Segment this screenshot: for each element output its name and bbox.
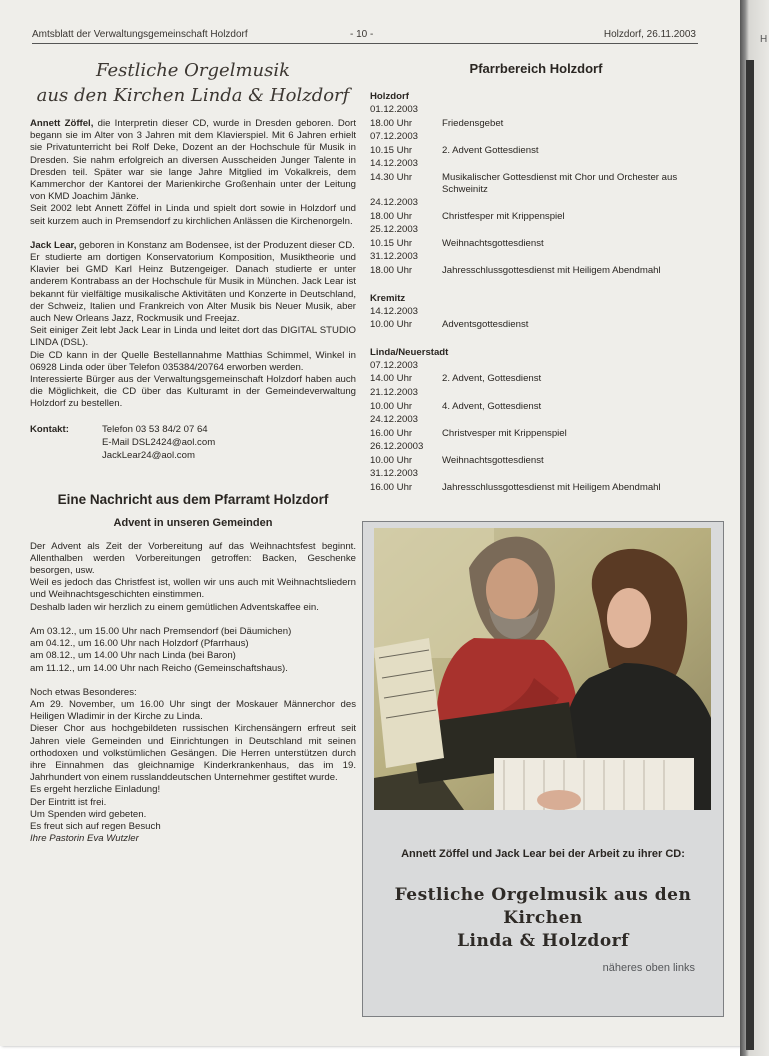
special-invitation: Es ergeht herzliche Einladung! [30, 784, 161, 796]
schedule-row [370, 103, 702, 117]
photo-caption: Annett Zöffel und Jack Lear bei der Arbeit zu ihrer CD: [401, 848, 685, 860]
schedule-row [370, 359, 702, 373]
right-column [370, 58, 702, 495]
schedule-event: Jahresschlussgottesdienst mit Heiligem Abendmahl [442, 264, 661, 276]
schedule-row [370, 171, 702, 196]
contact-phone: Telefon 03 53 84/2 07 64 [102, 423, 208, 435]
more-info-note: näheres oben links [602, 962, 695, 974]
schedule-time: 18.00 Uhr [370, 264, 413, 276]
schedule-title: Pfarrbereich Holzdorf [469, 61, 603, 76]
schedule-time: 14.00 Uhr [370, 373, 413, 385]
schedule-time: 31.12.2003 [370, 468, 419, 480]
contact-block [30, 423, 356, 462]
schedule-time: 21.12.2003 [370, 386, 419, 398]
header-publication: Amtsblatt der Verwaltungsgemeinschaft Holzdorf [32, 29, 248, 40]
schedule-row [370, 413, 702, 427]
paragraph-jack-studies: Er studierte am dortigen Konservatorium Komposition, Musiktheorie und Klavier bei GMD Karl Heinz Butzengeiger. Danach studierte er unter anderem Kontrabass an der Hochschule für Musik in München. Jack Lear ist bekannt für vielfältige musikalische Aktivitäten und Konzerte in Deutschland, der Schweiz, Italien und Frankreich von Alter Musik bis Neuer Musik, aber auch New Orleans Jazz, Rockmusik und Freejaz. [30, 252, 356, 325]
special-closing: Es freut sich auf regen Besuch [30, 820, 161, 832]
schedule-event: 2. Advent, Gottesdienst [442, 373, 542, 385]
advent-paragraph-3: Deshalb laden wir herzlich zu einem gemütlichen Adventskaffee ein. [30, 601, 319, 613]
schedule-row [370, 318, 702, 332]
cd-title-blackletter [373, 884, 713, 953]
schedule-row [370, 427, 702, 441]
schedule-event [442, 413, 700, 414]
schedule-row [370, 250, 702, 264]
cd-title-line2: Linda & Holzdorf [457, 931, 629, 951]
paragraph-jack [30, 240, 356, 252]
name-jack: Jack Lear, [30, 239, 77, 251]
schedule-time: 10.00 Uhr [370, 454, 413, 466]
article-title-line2: aus den Kirchen Linda & Holzdorf [36, 85, 350, 106]
schedule-event [442, 196, 700, 197]
contact-email-2[interactable]: JackLear24@aol.com [102, 449, 195, 461]
schedule-row [370, 210, 702, 224]
schedule-location: Kremitz [370, 292, 406, 304]
schedule-event [442, 223, 700, 224]
schedule-event [442, 359, 700, 360]
contact-email-1[interactable]: E-Mail DSL2424@aol.com [102, 436, 216, 448]
schedule-row [370, 237, 702, 251]
schedule-row [370, 481, 702, 495]
schedule-event: Weihnachtsgottesdienst [442, 454, 544, 466]
schedule-event [442, 305, 700, 306]
schedule-time: 14.30 Uhr [370, 171, 413, 183]
schedule-time: 18.00 Uhr [370, 210, 413, 222]
schedule-time: 31.12.2003 [370, 251, 419, 263]
advent-date-4: am 11.12., um 14.00 Uhr nach Reicho (Gemeinschaftshaus). [30, 662, 288, 674]
schedule-row [370, 386, 702, 400]
schedule-event [442, 157, 700, 158]
schedule-row [370, 157, 702, 171]
schedule-event [442, 386, 700, 387]
special-donations: Um Spenden wird gebeten. [30, 808, 147, 820]
next-page-bar [746, 60, 754, 1050]
advent-paragraph-1: Der Advent als Zeit der Vorbereitung auf das Weihnachtsfest beginnt. Allenthalben werden Vorbereitungen getroffen: Backen, Geschenke besorgen, usw. [30, 540, 356, 577]
schedule-event: Christfesper mit Krippenspiel [442, 210, 565, 222]
page-header [32, 29, 698, 44]
schedule-row [370, 117, 702, 131]
advent-date-3: am 08.12., um 14.00 Uhr nach Linda (bei Baron) [30, 650, 236, 662]
schedule-event [442, 250, 700, 251]
paragraph-jack-studio: Seit einiger Zeit lebt Jack Lear in Linda und leitet dort das DIGITAL STUDIO LINDA (DSL). [30, 325, 356, 349]
schedule-time: 18.00 Uhr [370, 117, 413, 129]
schedule-location: Linda/Neuerstadt [370, 346, 449, 358]
schedule-time: 25.12.2003 [370, 224, 419, 236]
schedule-event: 2. Advent Gottesdienst [442, 144, 539, 156]
paragraph-jack-text: geboren in Konstanz am Bodensee, ist der Produzent dieser CD. [76, 239, 355, 251]
section-title-pfarramt: Eine Nachricht aus dem Pfarramt Holzdorf [57, 491, 329, 507]
schedule-time: 01.12.2003 [370, 104, 419, 115]
schedule-time: 16.00 Uhr [370, 427, 413, 439]
next-page-edge [740, 0, 769, 1056]
schedule-event [442, 130, 700, 131]
schedule-time: 10.15 Uhr [370, 144, 413, 156]
name-annett: Annett Zöffel, [30, 118, 94, 129]
schedule-event [442, 467, 700, 468]
paragraph-annett-text: die Interpretin dieser CD, wurde in Dresden geboren. Dort begann sie im Alter von 3 Jahren mit dem Klavierspiel. Mit 6 Jahren erhielt sie Privatunterricht bei Rolf Deke, Dozent an der Hochschule für Musik in Dresden. Sie nahm erfolgreich an diversen Ausscheiden Junger Talente in Dresden teil. Später war sie lange Jahre Mitglied im Vokalkreis, dem Kammerchor der Kantorei der Marienkirche Großenhain unter der Leitung von KMD Joachim Jänke. [30, 118, 356, 203]
schedule-time: 24.12.2003 [370, 196, 419, 208]
advent-date-2: am 04.12., um 16.00 Uhr nach Holzdorf (Pfarrhaus) [30, 638, 249, 650]
schedule-time: 07.12.2003 [370, 359, 419, 371]
special-choir: Am 29. November, um 16.00 Uhr singt der Moskauer Männerchor des Heiligen Wladimir in der Kirche zu Linda. [30, 698, 356, 723]
schedule-event: Friedensgebet [442, 117, 504, 129]
schedule-event: Christvesper mit Krippenspiel [442, 427, 567, 439]
schedule-time: 14.12.2003 [370, 158, 419, 170]
schedule-row [370, 440, 702, 454]
advent-date-1: Am 03.12., um 15.00 Uhr nach Premsendorf (bei Däumichen) [30, 625, 292, 637]
schedule-time: 10.15 Uhr [370, 237, 413, 249]
photo-organ-session [374, 528, 711, 810]
schedule-row [370, 223, 702, 237]
schedule-row [370, 467, 702, 481]
schedule-time: 10.00 Uhr [370, 319, 413, 331]
schedule-row [370, 372, 702, 386]
schedule-event: Jahresschlussgottesdienst mit Heiligem Abendmahl [442, 482, 661, 494]
schedule-event [442, 103, 700, 104]
contact-label: Kontakt: [30, 423, 69, 435]
special-free-entry: Der Eintritt ist frei. [30, 796, 107, 808]
schedule-row [370, 305, 702, 319]
article-title [30, 58, 356, 108]
schedule-row [370, 144, 702, 158]
schedule-list [370, 90, 702, 495]
advent-paragraph-2: Weil es jedoch das Christfest ist, wollen wir uns auch mit Weihnachtsliedern und Weihnachtsgeschichten einstimmen. [30, 577, 356, 601]
schedule-event: Musikalischer Gottesdienst mit Chor und Orchester aus Schweinitz [442, 171, 678, 195]
paragraph-annett-linda: Seit 2002 lebt Annett Zöffel in Linda und spielt dort sowie in Holzdorf und seit kurzem auch in Premsendorf zu kirchlichen Anlässen die Kirchenorgeln. [30, 203, 356, 227]
schedule-time: 07.12.2003 [370, 131, 419, 143]
signature: Ihre Pastorin Eva Wutzler [30, 833, 139, 845]
schedule-time: 16.00 Uhr [370, 482, 413, 494]
schedule-event [442, 440, 700, 441]
cd-title-line1: Festliche Orgelmusik aus den Kirchen [394, 885, 692, 928]
header-date: Holzdorf, 26.11.2003 [603, 29, 696, 40]
schedule-event: Adventsgottesdienst [442, 319, 529, 331]
special-choir-details: Dieser Chor aus hochgebildeten russischen Kirchensängern erfreut seit Jahren viele Gemeinden und Einrichtungen in Deutschland mit seinen orthodoxen und volkstümlichen Gesängen. Die Herren unterstützen durch ihre Einnahmen das gleichnamige Kinderkrankenhaus, das im 19. Jahrhundert von einem russlanddeutschen Unternehmer gestiftet wurde. [30, 723, 356, 784]
left-column [30, 58, 356, 845]
header-page-number: - 10 - [350, 29, 374, 40]
schedule-row [370, 454, 702, 468]
schedule-location: Holzdorf [370, 91, 409, 102]
special-heading: Noch etwas Besonderes: [30, 686, 137, 698]
schedule-row [370, 400, 702, 414]
schedule-time: 24.12.2003 [370, 414, 419, 426]
paragraph-cd-order: Die CD kann in der Quelle Bestellannahme Matthias Schimmel, Winkel in 06928 Linda oder über Telefon 035384/20764 erworben werden. [30, 349, 356, 373]
schedule-time: 26.12.20003 [370, 441, 424, 453]
paragraph-annett [30, 118, 356, 203]
next-page-mark: H [760, 34, 768, 45]
photo-box [362, 521, 724, 1017]
article-title-line1: Festliche Orgelmusik [95, 60, 291, 81]
schedule-event: 4. Advent, Gottesdienst [442, 400, 542, 412]
section-subtitle-advent: Advent in unseren Gemeinden [113, 516, 273, 529]
schedule-time: 14.12.2003 [370, 305, 419, 317]
schedule-row [370, 196, 702, 210]
schedule-row [370, 130, 702, 144]
schedule-row [370, 264, 702, 278]
schedule-event: Weihnachtsgottesdienst [442, 237, 544, 249]
paragraph-cd-kulturamt: Interessierte Bürger aus der Verwaltungsgemeinschaft Holzdorf haben auch die Möglichkeit, die CD über das Kulturamt in der Gemeindeverwaltung Holzdorf zu bestellen. [30, 374, 356, 410]
schedule-time: 10.00 Uhr [370, 400, 413, 412]
